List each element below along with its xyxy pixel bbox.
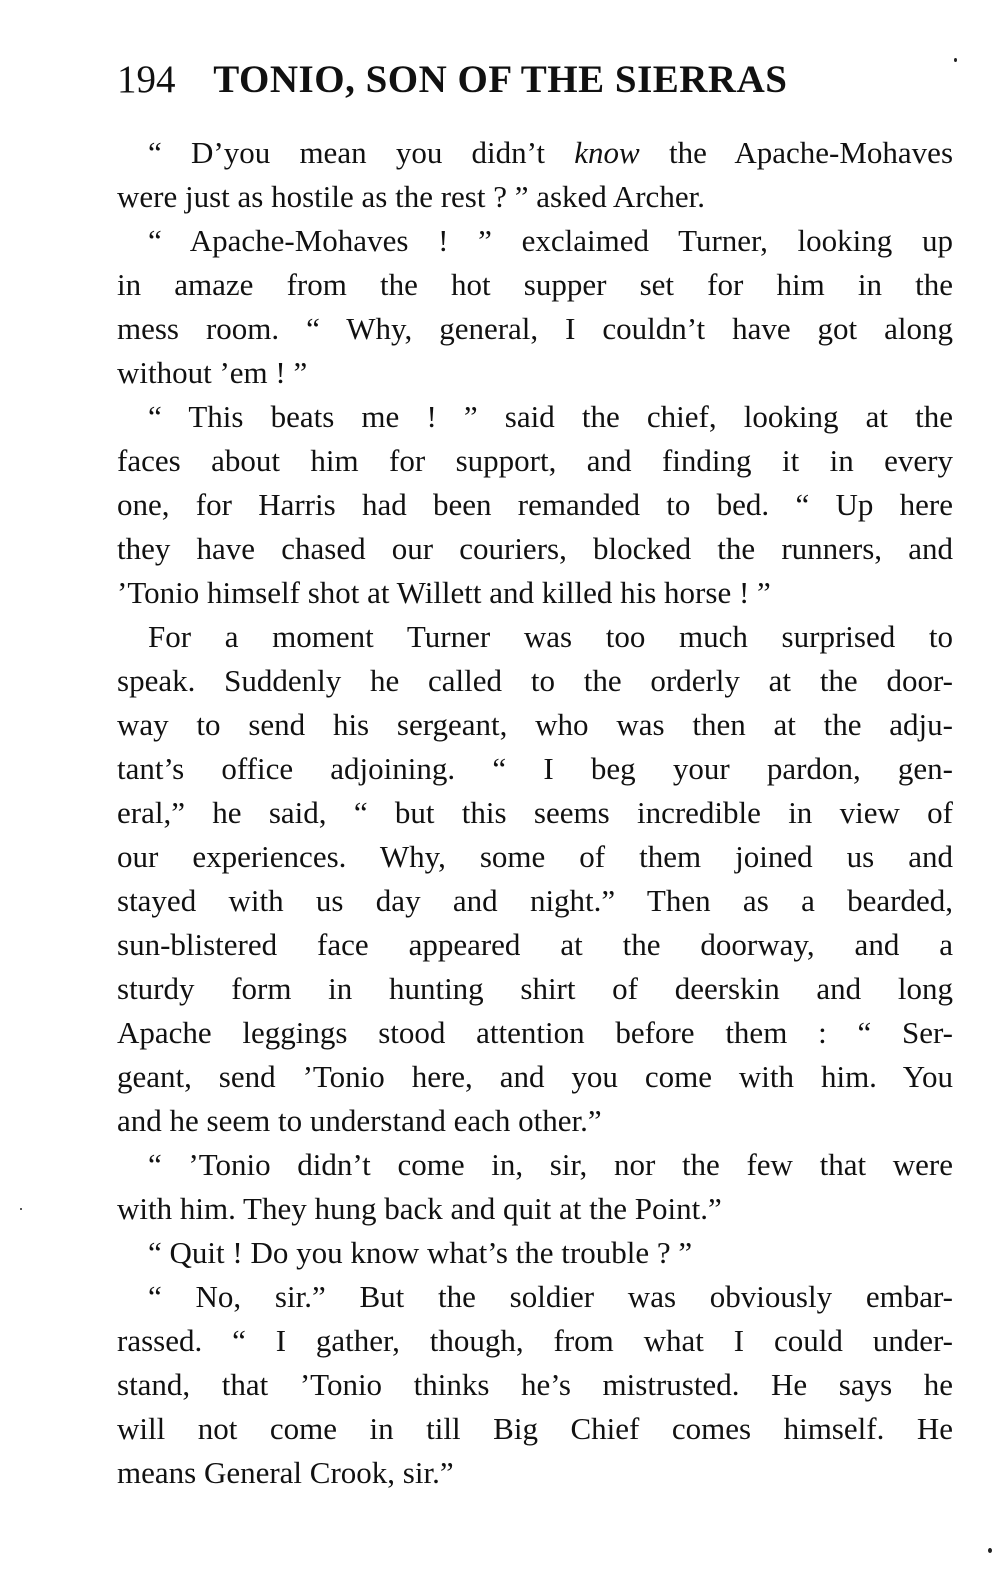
text-line: geant, send ’Tonio here, and you come with him. You (117, 1059, 953, 1094)
scan-speck (988, 1548, 992, 1553)
text-line: without ’em ! ” (117, 355, 308, 390)
paragraph-5 (117, 1143, 953, 1231)
text-line: sturdy form in hunting shirt of deerskin and long (117, 971, 953, 1006)
text-line: faces about him for support, and finding it in every (117, 443, 953, 478)
text-line: “ This beats me ! ” said the chief, looking at the (148, 399, 953, 434)
text-line: with him. They hung back and quit at the Point.” (117, 1191, 722, 1226)
paragraph-3 (117, 395, 953, 615)
text-line: they have chased our couriers, blocked the runners, and (117, 531, 953, 566)
text-line: “ ’Tonio didn’t come in, sir, nor the few that were (148, 1147, 953, 1182)
text-line: sun-blistered face appeared at the doorway, and a (117, 927, 953, 962)
text-line: tant’s office adjoining. “ I beg your pardon, gen- (117, 751, 953, 786)
text-line: in amaze from the hot supper set for him in the (117, 267, 953, 302)
text-line: eral,” he said, “ but this seems incredible in view of (117, 795, 953, 830)
paragraph-1 (117, 131, 953, 219)
text-line: one, for Harris had been remanded to bed. “ Up here (117, 487, 953, 522)
text-line: stand, that ’Tonio thinks he’s mistrusted. He says he (117, 1367, 953, 1402)
text-line: Apache leggings stood attention before them : “ Ser- (117, 1015, 953, 1050)
text-line: rassed. “ I gather, though, from what I could under- (117, 1323, 953, 1358)
text-line: our experiences. Why, some of them joined us and (117, 839, 953, 874)
paragraph-7 (117, 1275, 953, 1495)
text-line: “ Quit ! Do you know what’s the trouble ? ” (148, 1235, 693, 1270)
text-line: “ D’you mean you didn’t know the Apache-Mohaves (148, 135, 954, 170)
scan-speck (954, 58, 957, 62)
text-line: For a moment Turner was too much surprised to (148, 619, 953, 654)
text-line: means General Crook, sir.” (117, 1455, 454, 1490)
paragraph-4 (117, 615, 953, 1143)
page-header (117, 50, 957, 110)
scan-speck (20, 1208, 22, 1210)
text-line: “ Apache-Mohaves ! ” exclaimed Turner, looking up (148, 223, 953, 258)
running-title: TONIO, SON OF THE SIERRAS (213, 58, 788, 101)
text-line: stayed with us day and night.” Then as a bearded, (117, 883, 953, 918)
text-line: were just as hostile as the rest ? ” asked Archer. (117, 179, 705, 214)
text-line: ’Tonio himself shot at Willett and killed his horse ! ” (117, 575, 771, 610)
page-number: 194 (117, 58, 176, 101)
emphasis: know (574, 135, 640, 170)
text-line: way to send his sergeant, who was then at the adju- (117, 707, 953, 742)
text-line: and he seem to understand each other.” (117, 1103, 602, 1138)
text-line: mess room. “ Why, general, I couldn’t have got along (117, 311, 953, 346)
paragraph-2 (117, 219, 953, 395)
paragraph-6 (117, 1231, 953, 1275)
text-line: will not come in till Big Chief comes himself. He (117, 1411, 953, 1446)
text-line: “ No, sir.” But the soldier was obviously embar- (148, 1279, 953, 1314)
body-text (117, 131, 953, 1495)
text-line: speak. Suddenly he called to the orderly at the door- (117, 663, 953, 698)
